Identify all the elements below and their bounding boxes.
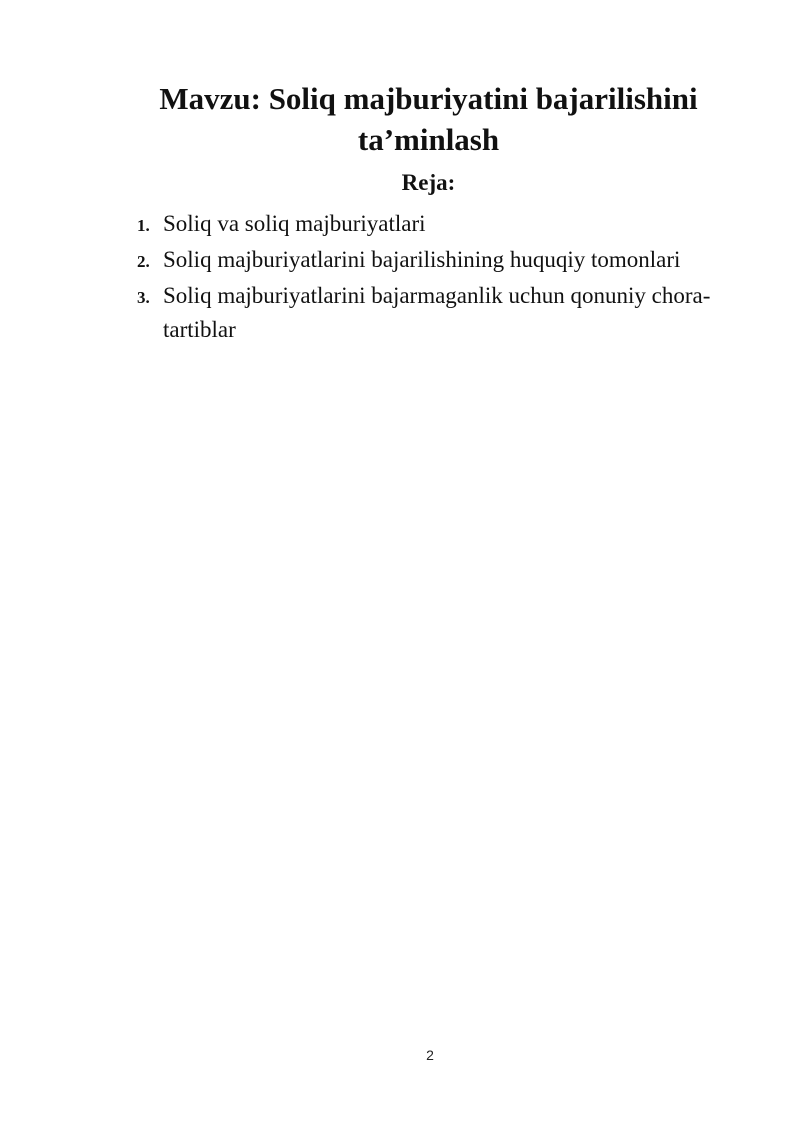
plan-item-1 xyxy=(137,207,757,243)
plan-item-3 xyxy=(137,279,757,347)
plan-item-text: Soliq majburiyatlarini bajarilishining huquqiy tomonlari xyxy=(163,247,681,272)
plan-item-text: Soliq va soliq majburiyatlari xyxy=(163,211,426,236)
page-title-line-1: Mavzu: Soliq majburiyatini bajarilishini xyxy=(159,81,698,116)
plan-item-text: Soliq majburiyatlarini bajarmaganlik uchun qonuniy chora-tartiblar xyxy=(163,283,711,342)
plan-list xyxy=(137,207,757,347)
plan-heading: Reja: xyxy=(401,170,456,195)
plan-item-2 xyxy=(137,243,757,279)
plan-item-number: 3. xyxy=(137,288,150,307)
plan-item-number: 1. xyxy=(137,216,150,235)
plan-item-number: 2. xyxy=(137,252,150,271)
page-title-line-2: ta’minlash xyxy=(357,122,500,157)
page-number: 2 xyxy=(426,1047,434,1063)
page-title xyxy=(100,78,757,160)
